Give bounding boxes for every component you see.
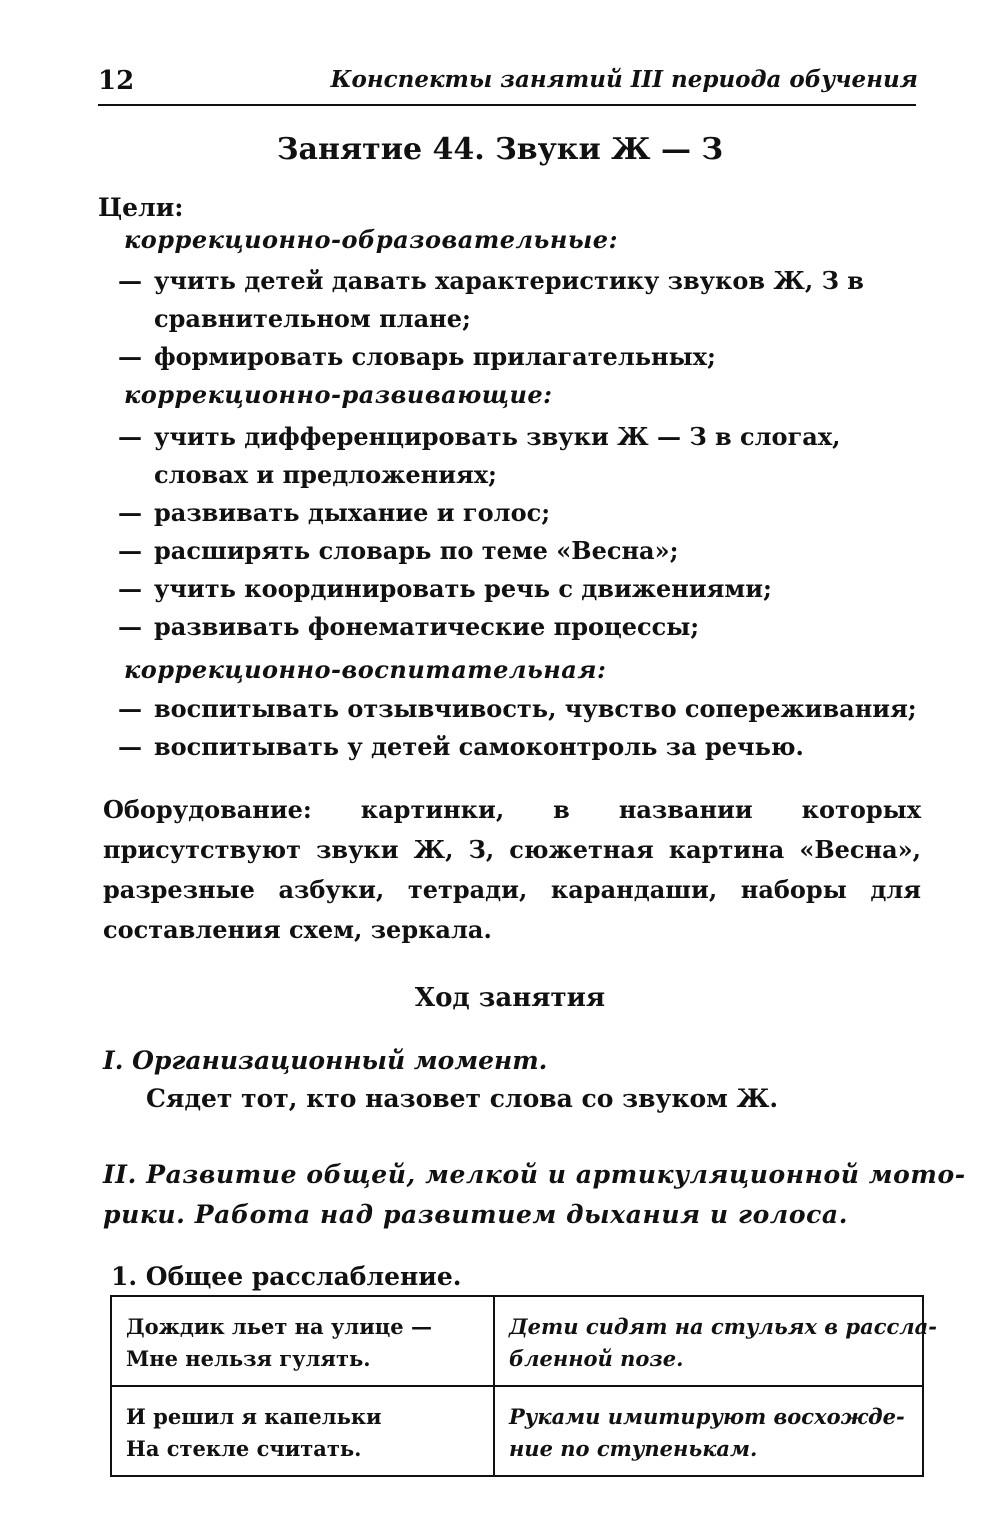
goals-group1-heading: коррекционно-образовательные: [124, 225, 618, 254]
action-cell: Руками имитируют восхожде- ние по ступенькам. [494, 1386, 923, 1476]
equipment-label: Оборудование: [103, 795, 312, 824]
dash-marker: — [118, 574, 142, 603]
poem-cell: Дождик льет на улице — Мне нельзя гулять. [111, 1296, 494, 1386]
lesson-title: Занятие 44. Звуки Ж — З [276, 132, 724, 167]
header-rule [98, 104, 916, 106]
goals-group2-heading: коррекционно-развивающие: [124, 380, 553, 409]
goals-group1-list [118, 262, 918, 376]
dash-marker: — [118, 266, 142, 295]
goals-label: Цели: [98, 193, 184, 222]
page-number: 12 [98, 66, 135, 96]
goal-item: — воспитывать отзывчивость, чувство сопереживания; [118, 690, 918, 728]
goals-group3-heading: коррекционно-воспитательная: [124, 655, 607, 684]
dash-marker: — [118, 536, 142, 565]
goal-item: — расширять словарь по теме «Весна»; [118, 532, 918, 570]
dash-marker: — [118, 694, 142, 723]
dash-marker: — [118, 612, 142, 641]
action-cell: Дети сидят на стульях в рассла- бленной позе. [494, 1296, 923, 1386]
poem-cell: И решил я капельки На стекле считать. [111, 1386, 494, 1476]
goal-item: — воспитывать у детей самоконтроль за речью. [118, 728, 918, 766]
goals-group3-list [118, 690, 918, 766]
step1-label: 1. Общее расслабление. [111, 1262, 462, 1291]
goal-item: — развивать дыхание и голос; [118, 494, 918, 532]
equipment-text: картинки, в названии которых присутствуют звуки Ж, З, сюжетная картина «Весна», разрезные азбуки, тетради, карандаши, наборы для составления схем, зеркала. [103, 795, 921, 944]
goal-item: — учить координировать речь с движениями; [118, 570, 918, 608]
dash-marker: — [118, 342, 142, 371]
goal-item: — развивать фонематические процессы; [118, 608, 918, 646]
table-row [111, 1386, 923, 1476]
running-head [98, 62, 918, 102]
dash-marker: — [118, 422, 142, 451]
goal-item: — формировать словарь прилагательных; [118, 338, 918, 376]
goal-item: — учить детей давать характеристику звуков Ж, З в сравнительном плане; [118, 262, 918, 338]
goals-group2-list [118, 418, 918, 646]
exercise-table [110, 1295, 937, 1477]
section2-heading-line1: II. Развитие общей, мелкой и артикуляционной мото- [103, 1160, 966, 1189]
table-row [111, 1296, 923, 1386]
dash-marker: — [118, 498, 142, 527]
section1-heading: I. Организационный момент. [103, 1046, 548, 1075]
running-title: Конспекты занятий III периода обучения [330, 66, 918, 93]
goal-item: — учить дифференцировать звуки Ж — З в слогах, словах и предложениях; [118, 418, 918, 494]
equipment-paragraph [103, 790, 921, 950]
course-title: Ход занятия [414, 983, 606, 1013]
section2-heading-line2: рики. Работа над развитием дыхания и голоса. [103, 1200, 849, 1229]
section1-text: Сядет тот, кто назовет слова со звуком Ж. [146, 1084, 779, 1113]
dash-marker: — [118, 732, 142, 761]
